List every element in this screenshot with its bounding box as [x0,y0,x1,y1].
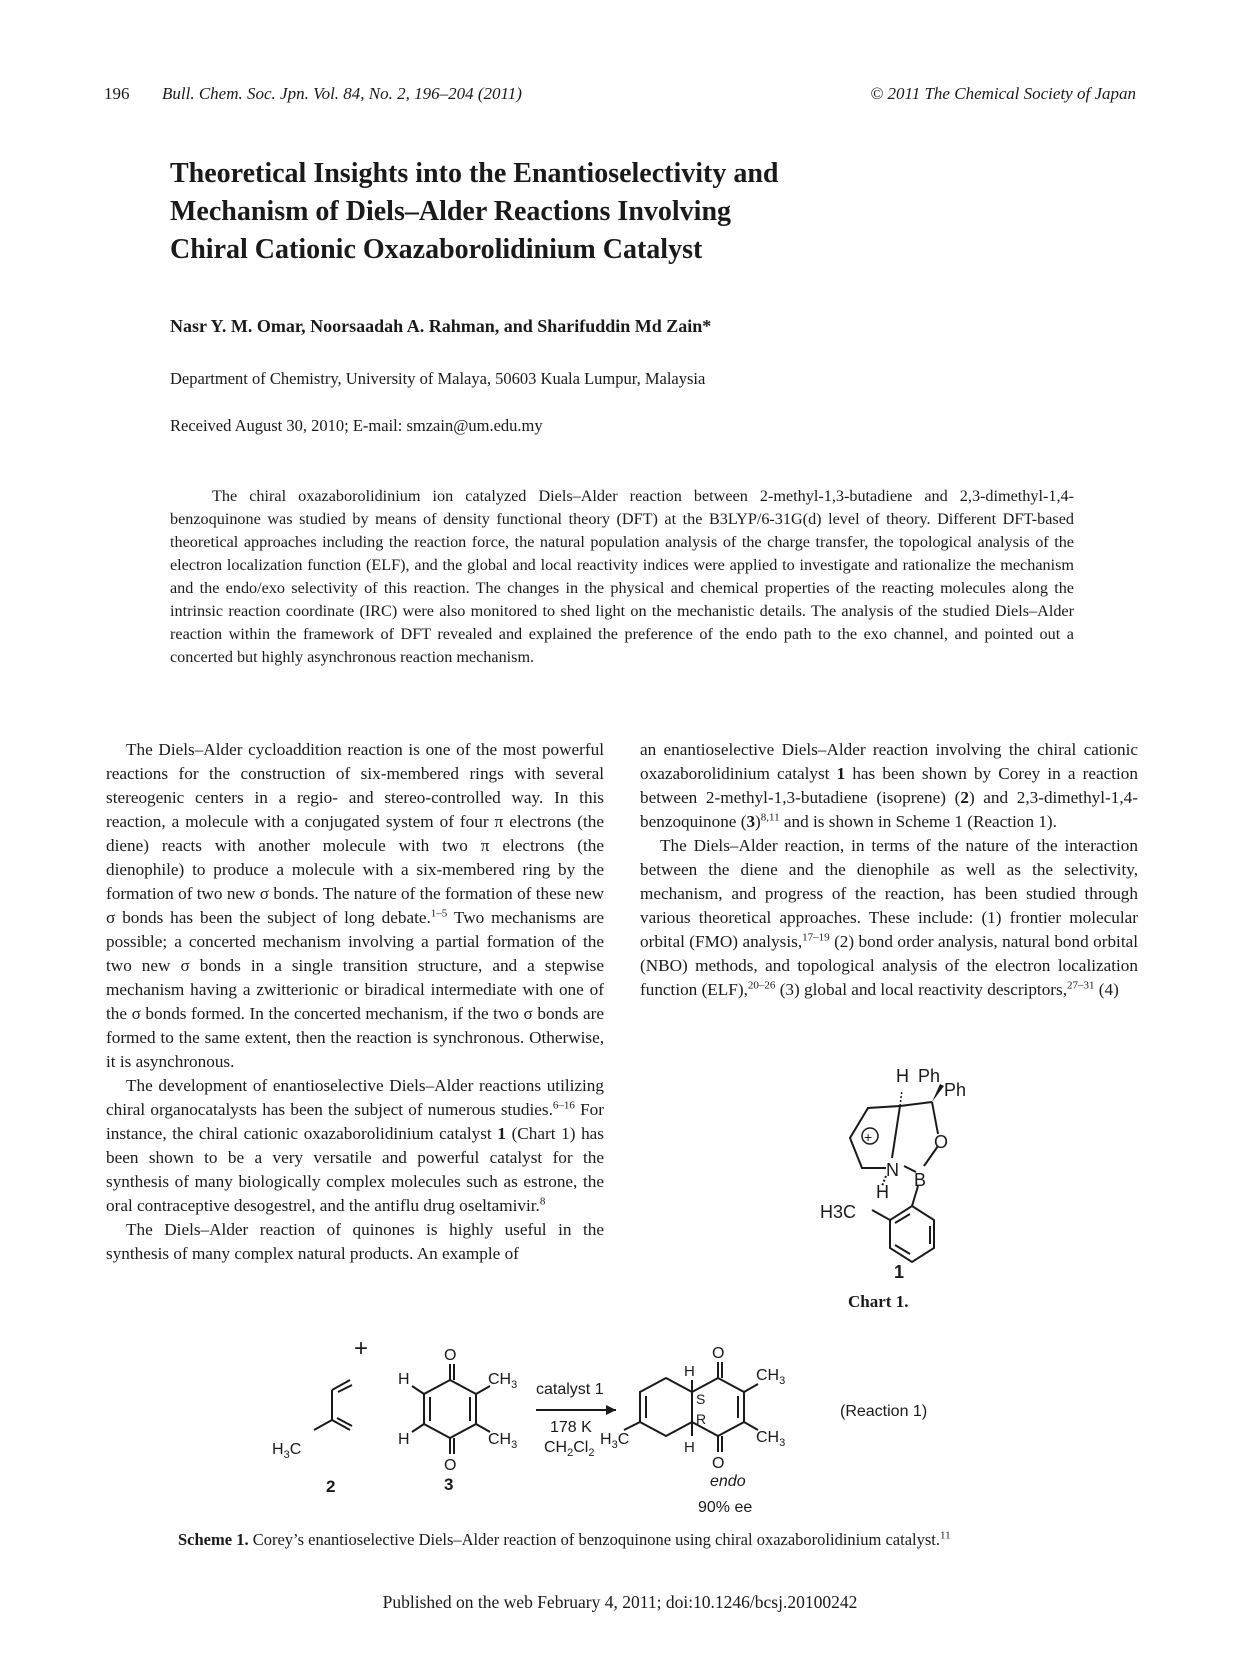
journal-citation: Bull. Chem. Soc. Jpn. Vol. 84, No. 2, 196–204 (2011) [162,84,522,103]
chart1-atom-n: N [886,1160,899,1180]
body-paragraph: The development of enantioselective Diels–Alder reactions utilizing chiral organocatalysts has been the subject of numerous studies.$^{6-16}$ For instance, the chiral cationic oxazaborolidinium catalyst 1 (Chart 1) has been shown to be a very versatile and powerful catalyst for the synthesis of many biologically complex molecules such as estrone, the oral contraceptive desogestrel, and the antiflu drug oseltamivir.$^8$ [106,1076,604,1215]
scheme1-label-3: 3 [444,1475,454,1494]
chart1-methyl: H3C [820,1202,857,1222]
body-paragraph: The Diels–Alder reaction, in terms of the nature of the interaction between the diene and the dienophile as well as the selectivity, mechanism, and progress of the reaction, has been studied through various theoretical approaches. These include: (1) frontier molecular orbital (FMO) analysis,$^{17-19}$ (2) bond order analysis, natural bond orbital (NBO) methods, and topological analysis of the electron localization function (ELF),$^{20-26}$ (3) global and local reactivity descriptors,$^{27-31}$ (4) [640,836,1138,999]
title-line-2: Mechanism of Diels–Alder Reactions Involving [170,196,732,227]
scheme1-ch3-top: $CH_3$ [488,1371,518,1391]
abstract: The chiral oxazaborolidinium ion catalyzed Diels–Alder reaction between 2-methyl-1,3-butadiene and 2,3-dimethyl-1,4-benzoquinone was studied by means of density functional theory (DFT) at the B3LYP/6-31G(d) level of theory. Different DFT-based theoretical approaches including the reaction force, the natural population analysis of the charge transfer, the topological analysis of the electron localization function (ELF), and the global and local reactivity indices were applied to investigate and rationalize the mechanism and the endo/exo selectivity of this reaction. The changes in the physical and chemical properties of the reacting molecules along the intrinsic reaction coordinate (IRC) were also monitored to shed light on the mechanistic details. The analysis of the studied Diels–Alder reaction within the framework of DFT revealed and explained the preference of the endo path to the exo channel, and pointed out a concerted but highly asynchronous reaction mechanism. [170,487,1074,666]
scheme1-caption: Scheme 1. Corey’s enantioselective Diels–Alder reaction of benzoquinone using chiral oxazaborolidinium catalyst.$^{11}$ [178,1529,951,1549]
chart1-plus: + [864,1129,873,1145]
page-number: 196 [104,84,130,103]
scheme1-endo: endo [710,1473,746,1490]
scheme1-plus: + [354,1335,369,1362]
scheme1-o-top: O [444,1347,457,1364]
chart1-atom-nh: H [876,1182,889,1202]
body-paragraph: an enantioselective Diels–Alder reaction involving the chiral cationic oxazaborolidinium catalyst 1 has been shown by Corey in a reaction between 2-methyl-1,3-butadiene (isoprene) (2) and 2,3-dimethyl-1,4-benzoquinone $(3)^{8,11}$ and is shown in Scheme 1 (Reaction 1). [640,740,1138,831]
body-left-column [106,738,604,1266]
scheme1-isoprene-methyl: $H_3C$ [272,1441,302,1461]
affiliation: Department of Chemistry, University of Malaya, 50603 Kuala Lumpur, Malaysia [170,369,706,388]
chart1-atom-o: O [934,1132,949,1152]
scheme1-solvent: $CH_2Cl_2$ [544,1439,595,1459]
chart1-structure [820,1060,980,1280]
scheme1-ee: 90% ee [698,1499,753,1516]
scheme1-reaction-label: (Reaction 1) [840,1403,928,1420]
body-right-column [640,738,1138,1002]
authors: Nasr Y. M. Omar, Noorsaadah A. Rahman, and Sharifuddin Md Zain* [170,316,712,336]
scheme1-product-h-bottom: H [684,1439,695,1456]
scheme1-catalyst: catalyst 1 [536,1381,604,1398]
scheme1-product-s: S [696,1391,706,1407]
paper-title [170,155,1070,269]
footer-doi: Published on the web February 4, 2011; doi:10.1246/bcsj.20100242 [382,1592,858,1612]
scheme1-h-top: H [398,1371,410,1388]
received-email: Received August 30, 2010; E-mail: smzain@um.edu.my [170,416,543,435]
scheme1-temperature: 178 K [550,1419,592,1436]
chart1-caption: Chart 1. [848,1292,909,1311]
title-line-1: Theoretical Insights into the Enantioselectivity and [170,158,779,189]
body-paragraph: The Diels–Alder cycloaddition reaction is one of the most powerful reactions for the construction of six-membered rings with several stereogenic centers in a regio- and stereo-controlled way. In this reaction, a molecule with a conjugated system of four π electrons (the diene) reacts with another molecule with two π electrons (the dienophile) to produce a molecule with a six-membered ring by the formation of two new σ bonds. The nature of the formation of these new σ bonds has been the subject of long debate.$^{1-5}$ Two mechanisms are possible; a concerted mechanism involving a partial formation of the two new σ bonds in a single transition structure, and a stepwise mechanism having a zwitterionic or biradical intermediate with one of the σ bonds formed. In the concerted mechanism, if the two σ bonds are formed to the same extent, then the reaction is synchronous. Otherwise, it is asynchronous. [106,740,604,1071]
scheme1-product-ch3-bottom: $CH_3$ [756,1429,786,1449]
chart1-atom-h: H [896,1066,909,1086]
scheme1-ch3-bottom: $CH_3$ [488,1431,518,1451]
scheme1-product-ch3-top: $CH_3$ [756,1367,786,1387]
scheme1-product-methyl: $H_3C$ [600,1431,630,1451]
title-line-3: Chiral Cationic Oxazaborolidinium Catalyst [170,234,703,265]
scheme1-product-o-bottom: O [712,1455,725,1472]
scheme1-h-bottom: H [398,1431,410,1448]
chart1-atom-ph2: Ph [944,1080,967,1100]
scheme1-label-2: 2 [326,1477,336,1496]
body-paragraph: The Diels–Alder reaction of quinones is highly useful in the synthesis of many complex natural products. An example of [106,1220,604,1263]
chart1-atom-ph1: Ph [918,1066,941,1086]
scheme1-product-r: R [696,1411,707,1427]
scheme1-o-bottom: O [444,1457,457,1474]
scheme1-graphic [272,1335,980,1516]
chart1-compound-label: 1 [894,1262,905,1282]
scheme1-product-o-top: O [712,1345,725,1362]
chart1-atom-b: B [914,1170,927,1190]
scheme1-product-h-top: H [684,1363,695,1380]
copyright: © 2011 The Chemical Society of Japan [870,84,1136,103]
